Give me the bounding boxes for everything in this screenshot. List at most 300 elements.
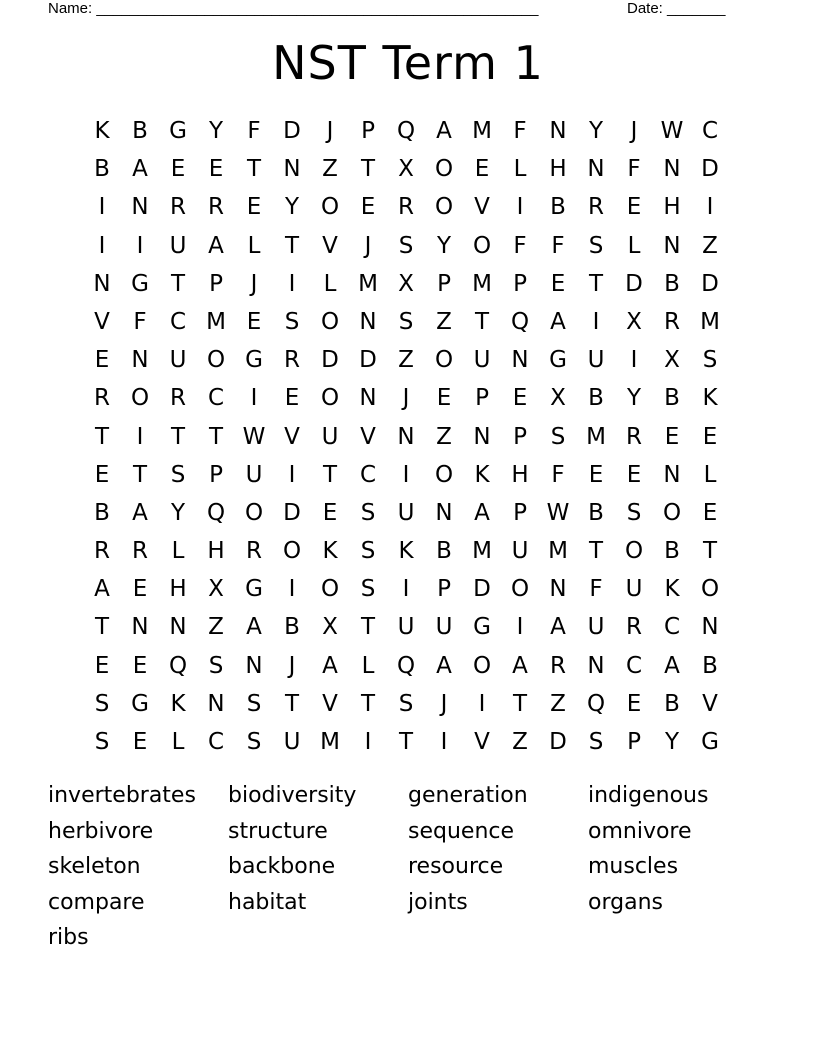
grid-letter[interactable]: P	[513, 423, 527, 450]
grid-letter[interactable]: R	[550, 652, 566, 679]
grid-letter[interactable]: I	[98, 232, 106, 259]
grid-letter[interactable]: I	[706, 194, 714, 221]
grid-letter[interactable]: H	[511, 461, 529, 488]
grid-letter[interactable]: B	[588, 499, 604, 526]
grid-letter[interactable]: A	[132, 499, 148, 526]
grid-letter[interactable]: E	[664, 423, 680, 450]
grid-letter[interactable]: S	[246, 690, 262, 717]
grid-letter[interactable]: I	[288, 461, 296, 488]
grid-letter[interactable]: A	[550, 308, 566, 335]
grid-letter[interactable]: S	[246, 729, 262, 755]
grid-letter[interactable]: Q	[206, 499, 226, 526]
grid-letter[interactable]: V	[702, 690, 718, 717]
grid-letter[interactable]: S	[702, 347, 718, 374]
word-list-item: sequence	[408, 818, 515, 844]
grid-letter[interactable]: N	[511, 347, 529, 374]
grid-letter[interactable]: I	[630, 347, 638, 374]
grid-letter[interactable]: O	[434, 461, 454, 488]
grid-letter[interactable]: Z	[398, 347, 414, 374]
grid-letter[interactable]: R	[170, 385, 186, 412]
grid-letter[interactable]: O	[472, 652, 492, 679]
grid-letter[interactable]: S	[360, 576, 376, 603]
grid-letter[interactable]: Q	[168, 652, 188, 679]
word-list-item: biodiversity	[228, 783, 357, 808]
word-list-item: invertebrates	[48, 783, 196, 808]
grid-letter[interactable]: T	[284, 690, 300, 717]
grid-letter[interactable]: X	[626, 308, 642, 335]
grid-letter[interactable]: F	[627, 156, 641, 183]
grid-letter[interactable]: T	[284, 232, 300, 259]
grid-letter[interactable]: N	[131, 614, 149, 641]
grid-letter[interactable]: O	[472, 232, 492, 259]
grid-letter[interactable]: U	[473, 347, 491, 374]
grid-letter[interactable]: M	[320, 729, 340, 755]
grid-letter[interactable]: T	[246, 156, 262, 183]
grid-letter[interactable]: Z	[702, 232, 718, 259]
grid-letter[interactable]: K	[702, 385, 718, 412]
grid-letter[interactable]: V	[474, 194, 490, 221]
grid-letter[interactable]: B	[284, 614, 300, 641]
grid-letter[interactable]: Z	[436, 423, 452, 450]
grid-letter[interactable]: D	[283, 118, 301, 144]
grid-letter[interactable]: U	[397, 499, 415, 526]
grid-letter[interactable]: R	[588, 194, 604, 221]
grid-letter[interactable]: G	[245, 347, 263, 374]
grid-letter[interactable]: A	[322, 652, 338, 679]
grid-letter[interactable]: A	[436, 118, 452, 144]
grid-letter[interactable]: C	[359, 461, 377, 488]
grid-letter[interactable]: A	[664, 652, 680, 679]
grid-letter[interactable]: G	[245, 576, 263, 603]
grid-letter[interactable]: S	[94, 729, 110, 755]
grid-letter[interactable]: B	[664, 538, 680, 565]
grid-letter[interactable]: T	[170, 270, 186, 297]
grid-letter[interactable]: A	[436, 652, 452, 679]
grid-letter[interactable]: Y	[588, 118, 604, 144]
grid-letter[interactable]: E	[626, 690, 642, 717]
grid-letter[interactable]: B	[702, 652, 718, 679]
grid-letter[interactable]: F	[247, 118, 261, 144]
grid-letter[interactable]: L	[627, 232, 641, 259]
grid-letter[interactable]: H	[549, 156, 567, 183]
grid-letter[interactable]: I	[440, 729, 448, 755]
grid-letter[interactable]: K	[398, 538, 414, 565]
grid-letter[interactable]: V	[284, 423, 300, 450]
grid-letter[interactable]: D	[549, 729, 567, 755]
grid-letter[interactable]: V	[360, 423, 376, 450]
grid-letter[interactable]: U	[283, 729, 301, 755]
grid-letter[interactable]: I	[478, 690, 486, 717]
grid-letter[interactable]: R	[626, 423, 642, 450]
grid-letter[interactable]: M	[472, 538, 492, 565]
grid-letter[interactable]: B	[132, 118, 148, 144]
grid-letter[interactable]: I	[288, 270, 296, 297]
grid-letter[interactable]: L	[171, 538, 185, 565]
grid-letter[interactable]: I	[402, 461, 410, 488]
grid-letter[interactable]: K	[664, 576, 680, 603]
grid-letter[interactable]: G	[549, 347, 567, 374]
grid-letter[interactable]: G	[131, 690, 149, 717]
grid-letter[interactable]: O	[282, 538, 302, 565]
grid-row	[83, 379, 729, 417]
grid-letter[interactable]: Y	[664, 729, 680, 755]
grid-letter[interactable]: B	[588, 385, 604, 412]
grid-letter[interactable]: N	[359, 385, 377, 412]
grid-letter[interactable]: D	[359, 347, 377, 374]
grid-letter[interactable]: N	[473, 423, 491, 450]
grid-letter[interactable]: P	[513, 499, 527, 526]
grid-letter[interactable]: T	[588, 270, 604, 297]
grid-letter[interactable]: H	[169, 576, 187, 603]
grid-letter[interactable]: E	[246, 194, 262, 221]
grid-letter[interactable]: R	[94, 385, 110, 412]
grid-letter[interactable]: R	[284, 347, 300, 374]
grid-letter[interactable]: O	[624, 538, 644, 565]
grid-letter[interactable]: X	[398, 156, 414, 183]
grid-letter[interactable]: F	[551, 461, 565, 488]
grid-letter[interactable]: X	[550, 385, 566, 412]
grid-letter[interactable]: U	[245, 461, 263, 488]
grid-letter[interactable]: P	[361, 118, 375, 144]
grid-letter[interactable]: U	[625, 576, 643, 603]
grid-letter[interactable]: E	[94, 461, 110, 488]
grid-letter[interactable]: A	[474, 499, 490, 526]
grid-letter[interactable]: C	[701, 118, 719, 144]
grid-letter[interactable]: M	[472, 270, 492, 297]
grid-letter[interactable]: R	[398, 194, 414, 221]
grid-letter[interactable]: L	[171, 729, 185, 755]
grid-letter[interactable]: N	[587, 652, 605, 679]
grid-letter[interactable]: N	[549, 118, 567, 144]
grid-letter[interactable]: R	[208, 194, 224, 221]
grid-letter[interactable]: Y	[284, 194, 300, 221]
grid-letter[interactable]: N	[169, 614, 187, 641]
grid-letter[interactable]: T	[322, 461, 338, 488]
grid-letter[interactable]: Y	[170, 499, 186, 526]
grid-letter[interactable]: E	[246, 308, 262, 335]
grid-letter[interactable]: S	[398, 308, 414, 335]
grid-letter[interactable]: Z	[322, 156, 338, 183]
grid-letter[interactable]: V	[322, 690, 338, 717]
grid-letter[interactable]: E	[512, 385, 528, 412]
grid-letter[interactable]: O	[320, 308, 340, 335]
grid-letter[interactable]: O	[130, 385, 150, 412]
grid-letter[interactable]: W	[242, 423, 266, 450]
grid-letter[interactable]: G	[169, 118, 187, 144]
grid-letter[interactable]: P	[513, 270, 527, 297]
grid-letter[interactable]: Z	[208, 614, 224, 641]
grid-letter[interactable]: T	[360, 614, 376, 641]
grid-letter[interactable]: T	[94, 423, 110, 450]
grid-letter[interactable]: N	[549, 576, 567, 603]
grid-letter[interactable]: E	[436, 385, 452, 412]
grid-letter[interactable]: U	[511, 538, 529, 565]
letter-grid[interactable]	[83, 112, 729, 761]
grid-letter[interactable]: C	[207, 385, 225, 412]
grid-letter[interactable]: S	[626, 499, 642, 526]
grid-letter[interactable]: C	[207, 729, 225, 755]
grid-letter[interactable]: I	[250, 385, 258, 412]
grid-letter[interactable]: E	[132, 652, 148, 679]
grid-letter[interactable]: E	[702, 499, 718, 526]
grid-letter[interactable]: X	[322, 614, 338, 641]
grid-letter[interactable]: Y	[436, 232, 452, 259]
grid-letter[interactable]: E	[132, 576, 148, 603]
grid-letter[interactable]: P	[627, 729, 641, 755]
grid-letter[interactable]: N	[663, 461, 681, 488]
grid-letter[interactable]: R	[94, 538, 110, 565]
grid-letter[interactable]: B	[94, 499, 110, 526]
grid-letter[interactable]: X	[398, 270, 414, 297]
grid-letter[interactable]: Z	[512, 729, 528, 755]
name-field[interactable]: Name: _____________________________________________________	[48, 0, 539, 17]
grid-letter[interactable]: P	[209, 461, 223, 488]
grid-letter[interactable]: T	[474, 308, 490, 335]
grid-letter[interactable]: D	[625, 270, 643, 297]
grid-letter[interactable]: I	[592, 308, 600, 335]
grid-letter[interactable]: A	[512, 652, 528, 679]
grid-letter[interactable]: E	[94, 347, 110, 374]
grid-letter[interactable]: E	[550, 270, 566, 297]
grid-letter[interactable]: B	[664, 385, 680, 412]
grid-letter[interactable]: V	[474, 729, 490, 755]
grid-letter[interactable]: E	[132, 729, 148, 755]
grid-letter[interactable]: N	[663, 156, 681, 183]
grid-letter[interactable]: A	[550, 614, 566, 641]
grid-row	[83, 341, 729, 379]
grid-letter[interactable]: M	[700, 308, 720, 335]
grid-letter[interactable]: D	[283, 499, 301, 526]
grid-letter[interactable]: J	[326, 118, 334, 144]
grid-letter[interactable]: I	[516, 614, 524, 641]
grid-letter[interactable]: E	[588, 461, 604, 488]
grid-letter[interactable]: U	[397, 614, 415, 641]
grid-letter[interactable]: X	[208, 576, 224, 603]
grid-letter[interactable]: Q	[396, 652, 416, 679]
grid-letter[interactable]: O	[320, 385, 340, 412]
grid-letter[interactable]: T	[702, 538, 718, 565]
grid-letter[interactable]: O	[434, 156, 454, 183]
grid-letter[interactable]: P	[437, 270, 451, 297]
grid-letter[interactable]: G	[131, 270, 149, 297]
grid-letter[interactable]: W	[546, 499, 570, 526]
grid-letter[interactable]: J	[630, 118, 638, 144]
grid-letter[interactable]: A	[132, 156, 148, 183]
grid-letter[interactable]: D	[473, 576, 491, 603]
grid-letter[interactable]: I	[288, 576, 296, 603]
grid-letter[interactable]: O	[206, 347, 226, 374]
grid-letter[interactable]: E	[626, 461, 642, 488]
grid-letter[interactable]: A	[246, 614, 262, 641]
grid-letter[interactable]: P	[475, 385, 489, 412]
grid-letter[interactable]: A	[94, 576, 110, 603]
grid-letter[interactable]: C	[169, 308, 187, 335]
grid-letter[interactable]: R	[170, 194, 186, 221]
grid-letter[interactable]: N	[701, 614, 719, 641]
grid-letter[interactable]: N	[435, 499, 453, 526]
grid-letter[interactable]: U	[435, 614, 453, 641]
grid-letter[interactable]: T	[208, 423, 224, 450]
grid-letter[interactable]: S	[208, 652, 224, 679]
grid-letter[interactable]: S	[360, 538, 376, 565]
grid-letter[interactable]: J	[250, 270, 258, 297]
grid-letter[interactable]: T	[94, 614, 110, 641]
grid-letter[interactable]: F	[551, 232, 565, 259]
grid-letter[interactable]: T	[170, 423, 186, 450]
grid-letter[interactable]: C	[625, 652, 643, 679]
grid-letter[interactable]: E	[284, 385, 300, 412]
grid-letter[interactable]: U	[169, 232, 187, 259]
grid-letter[interactable]: T	[398, 729, 414, 755]
grid-letter[interactable]: Y	[208, 118, 224, 144]
grid-letter[interactable]: I	[98, 194, 106, 221]
grid-letter[interactable]: I	[136, 232, 144, 259]
grid-letter[interactable]: D	[321, 347, 339, 374]
grid-letter[interactable]: N	[663, 232, 681, 259]
grid-letter[interactable]: V	[322, 232, 338, 259]
grid-letter[interactable]: H	[663, 194, 681, 221]
grid-row	[83, 188, 729, 226]
grid-letter[interactable]: J	[364, 232, 372, 259]
grid-letter[interactable]: T	[588, 538, 604, 565]
grid-letter[interactable]: S	[398, 232, 414, 259]
grid-letter[interactable]: R	[246, 538, 262, 565]
grid-letter[interactable]: T	[360, 690, 376, 717]
grid-letter[interactable]: A	[208, 232, 224, 259]
grid-letter[interactable]: Z	[436, 308, 452, 335]
grid-letter[interactable]: G	[473, 614, 491, 641]
grid-letter[interactable]: K	[94, 118, 110, 144]
grid-letter[interactable]: R	[664, 308, 680, 335]
grid-letter[interactable]: L	[247, 232, 261, 259]
grid-letter[interactable]: Y	[626, 385, 642, 412]
grid-letter[interactable]: Q	[510, 308, 530, 335]
grid-letter[interactable]: T	[360, 156, 376, 183]
grid-letter[interactable]: J	[288, 652, 296, 679]
grid-letter[interactable]: U	[321, 423, 339, 450]
grid-letter[interactable]: E	[208, 156, 224, 183]
grid-letter[interactable]: S	[284, 308, 300, 335]
grid-letter[interactable]: N	[587, 156, 605, 183]
grid-letter[interactable]: B	[550, 194, 566, 221]
grid-letter[interactable]: S	[360, 499, 376, 526]
grid-letter[interactable]: I	[136, 423, 144, 450]
grid-letter[interactable]: B	[664, 690, 680, 717]
grid-letter[interactable]: J	[440, 690, 448, 717]
grid-letter[interactable]: M	[548, 538, 568, 565]
grid-letter[interactable]: O	[510, 576, 530, 603]
grid-letter[interactable]: B	[664, 270, 680, 297]
grid-letter[interactable]: T	[512, 690, 528, 717]
grid-letter[interactable]: Z	[550, 690, 566, 717]
grid-letter[interactable]: Q	[396, 118, 416, 144]
grid-letter[interactable]: T	[132, 461, 148, 488]
grid-letter[interactable]: F	[513, 118, 527, 144]
grid-letter[interactable]: J	[402, 385, 410, 412]
grid-letter[interactable]: L	[361, 652, 375, 679]
grid-letter[interactable]: X	[664, 347, 680, 374]
grid-letter[interactable]: D	[701, 270, 719, 297]
grid-letter[interactable]: U	[169, 347, 187, 374]
grid-letter[interactable]: S	[550, 423, 566, 450]
grid-letter[interactable]: I	[402, 576, 410, 603]
grid-letter[interactable]: N	[397, 423, 415, 450]
grid-letter[interactable]: O	[662, 499, 682, 526]
grid-letter[interactable]: O	[320, 194, 340, 221]
grid-letter[interactable]: K	[322, 538, 338, 565]
grid-letter[interactable]: S	[398, 690, 414, 717]
grid-letter[interactable]: M	[206, 308, 226, 335]
grid-letter[interactable]: S	[588, 232, 604, 259]
grid-letter[interactable]: O	[700, 576, 720, 603]
grid-letter[interactable]: D	[701, 156, 719, 183]
grid-letter[interactable]: E	[94, 652, 110, 679]
grid-letter[interactable]: U	[587, 614, 605, 641]
grid-letter[interactable]: M	[358, 270, 378, 297]
grid-letter[interactable]: W	[660, 118, 684, 144]
grid-letter[interactable]: R	[132, 538, 148, 565]
grid-letter[interactable]: V	[94, 308, 110, 335]
date-field[interactable]: Date: _______	[627, 0, 726, 17]
grid-letter[interactable]: L	[703, 461, 717, 488]
grid-letter[interactable]: E	[626, 194, 642, 221]
grid-letter[interactable]: K	[170, 690, 186, 717]
grid-letter[interactable]: L	[513, 156, 527, 183]
grid-letter[interactable]: N	[245, 652, 263, 679]
grid-letter[interactable]: O	[434, 347, 454, 374]
grid-letter[interactable]: F	[133, 308, 147, 335]
grid-letter[interactable]: E	[360, 194, 376, 221]
grid-letter[interactable]: Q	[586, 690, 606, 717]
grid-letter[interactable]: R	[626, 614, 642, 641]
grid-letter[interactable]: K	[474, 461, 490, 488]
grid-letter[interactable]: P	[209, 270, 223, 297]
grid-letter[interactable]: L	[323, 270, 337, 297]
grid-letter[interactable]: B	[436, 538, 452, 565]
grid-letter[interactable]: C	[663, 614, 681, 641]
grid-letter[interactable]: M	[472, 118, 492, 144]
grid-letter[interactable]: E	[170, 156, 186, 183]
grid-letter[interactable]: M	[586, 423, 606, 450]
grid-letter[interactable]: I	[516, 194, 524, 221]
grid-letter[interactable]: O	[244, 499, 264, 526]
grid-letter[interactable]: E	[474, 156, 490, 183]
grid-letter[interactable]: O	[434, 194, 454, 221]
grid-letter[interactable]: N	[93, 270, 111, 297]
grid-letter[interactable]: O	[320, 576, 340, 603]
word-list-item: joints	[408, 889, 468, 915]
grid-letter[interactable]: S	[170, 461, 186, 488]
grid-letter[interactable]: N	[359, 308, 377, 335]
grid-letter[interactable]: S	[588, 729, 604, 755]
grid-letter[interactable]: G	[701, 729, 719, 755]
grid-letter[interactable]: U	[587, 347, 605, 374]
grid-letter[interactable]: N	[207, 690, 225, 717]
grid-letter[interactable]: N	[131, 194, 149, 221]
grid-letter[interactable]: H	[207, 538, 225, 565]
grid-row	[83, 303, 729, 341]
grid-letter[interactable]: E	[702, 423, 718, 450]
grid-letter[interactable]: F	[513, 232, 527, 259]
grid-letter[interactable]: F	[589, 576, 603, 603]
grid-letter[interactable]: B	[94, 156, 110, 183]
grid-letter[interactable]: N	[283, 156, 301, 183]
grid-letter[interactable]: P	[437, 576, 451, 603]
grid-letter[interactable]: S	[94, 690, 110, 717]
grid-letter[interactable]: E	[322, 499, 338, 526]
grid-letter[interactable]: N	[131, 347, 149, 374]
grid-letter[interactable]: I	[364, 729, 372, 755]
